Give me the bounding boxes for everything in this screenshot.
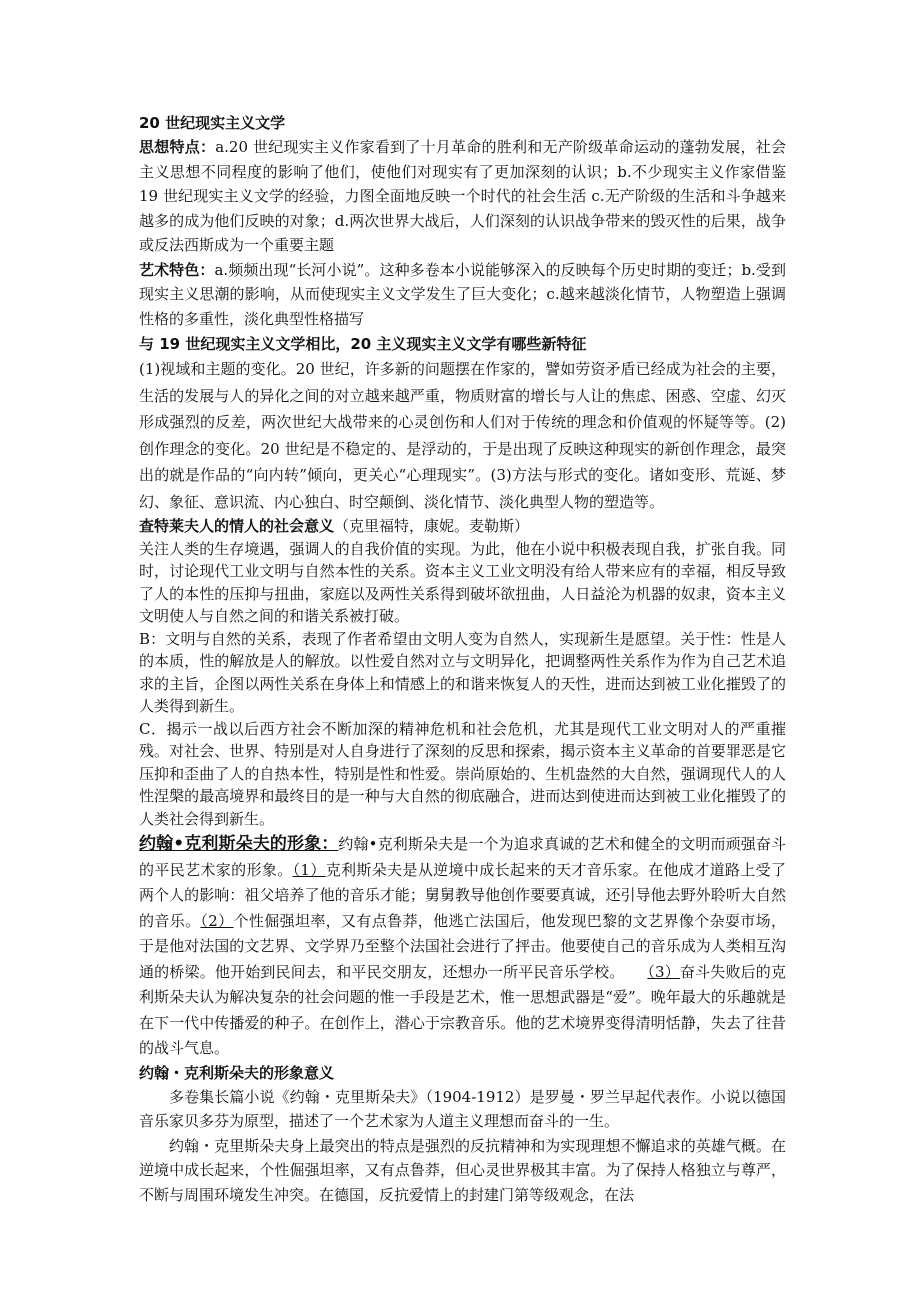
point-marker-3: （3） bbox=[647, 962, 680, 981]
point-marker-2: （2） bbox=[200, 911, 234, 930]
chatterley-paragraph-c: C．揭示一战以后西方社会不断加深的精神危机和社会危机，尤其是现代工业文明对人的严重摧残。对社会、世界、特别是对人自身进行了深刻的反思和探索，揭示资本主义革命的首要罪恶是它压抑和歪曲了人的自热本性，特别是性和性爱。崇尚原始的、生机盎然的大自然，强调现代人的人性涅槃的最高境界和最终目的是一种与大自然的彻底融合，进而达到使进而达到被工业化摧毁了的人类社会得到新生。 bbox=[139, 719, 786, 828]
chatterley-paragraph-b: B：文明与自然的关系，表现了作者希望由文明人变为自然人，实现新生是愿望。关于性：性是人的本质，性的解放是人的解放。以性爱自然对立与文明异化，把调整两性关系作为作为自己艺术追求的主旨，企图以两性关系在身体上和情感上的和谐来恢复人的天性，进而达到被工业化摧毁了的人类得到新生。 bbox=[139, 629, 786, 715]
chatterley-heading: 查特莱夫人的情人的社会意义 bbox=[139, 517, 335, 535]
significance-paragraph-2: 约翰・克里斯朵夫身上最突出的特点是强烈的反抗精神和为实现理想不懈追求的英雄气概。在逆境中成长起来，个性倔强坦率，又有点鲁莽，但心灵世界极其丰富。为了保持人格独立与尊严，不断与周围环境发生冲突。在德国，反抗爱情上的封建门第等级观念，在法 bbox=[139, 1136, 786, 1204]
christophe-image-section bbox=[139, 832, 786, 1062]
point-text-1: 克利斯朵夫是从逆境中成长起来的天才音乐家。在他成才道路上受了两个人的影响：祖父培养了他的音乐才能；舅舅教导他创作要要真诚，还引导他去野外聆听大自然的音乐。 bbox=[139, 860, 786, 930]
art-features-label: 艺术特色： bbox=[139, 260, 215, 279]
thought-features-label: 思想特点： bbox=[139, 138, 216, 156]
comparison-text: (1)视域和主题的变化。20 世纪，许多新的问题摆在作家的，譬如劳资矛盾已经成为社会的主要，生活的发展与人的异化之间的对立越来越严重，物质财富的增长与人让的焦虑、困惑、空虚、幻灭形成强烈的反差，两次世纪大战带来的心灵创伤和人们对于传统的理念和价值观的怀疑等等。(2)创作理念的变化。20 世纪是不稳定的、是浮动的，于是出现了反映这种现实的新创作理念，最突出的就是作品的“向内转”倾向，更关心“心理现实”。(3)方法与形式的变化。诸如变形、荒诞、梦幻、象征、意识流、内心独白、时空颠倒、淡化情节、淡化典型人物的塑造等。 bbox=[139, 360, 786, 511]
comparison-heading: 与 19 世纪现实主义文学相比，20 主义现实主义文学有哪些新特征 bbox=[139, 335, 587, 353]
christophe-intro: 约翰•克利斯朵夫是一个为追求真诚的艺术和健全的文明而顽强奋斗的平民艺术家的形象。 bbox=[139, 835, 786, 879]
chatterley-heading-note: （克里福特，康妮。麦勒斯） bbox=[334, 517, 530, 535]
christophe-significance-heading: 约翰・克利斯朵夫的形象意义 bbox=[139, 1063, 335, 1082]
section-art-features bbox=[139, 258, 786, 332]
thought-features-text: a.20 世纪现实主义作家看到了十月革命的胜利和无产阶级革命运动的蓬勃发展，社会主义思想不同程度的影响了他们，使他们对现实有了更加深刻的认识；b.不少现实主义作家借鉴 19 世纪现实主义文学的经验，力图全面地反映一个时代的社会生活 c.无产阶级的生活和斗争越来越多的成为他们反映的对象；d.两次世界大战后，人们深刻的认识战争带来的毁灭性的后果，战争或反法西斯成为一个重要主题 bbox=[139, 138, 786, 254]
point-marker-1: （1） bbox=[292, 860, 326, 879]
chatterley-paragraph-a: 关注人类的生存境遇，强调人的自我价值的实现。为此，他在小说中积极表现自我，扩张自我。同时，讨论现代工业文明与自然本性的关系。资本主义工业文明没有给人带来应有的幸福，相反导致了人的本性的压抑与扭曲，家庭以及两性关系得到破坏欲扭曲，人日益沦为机器的奴隶，资本主义文明使人与自然之间的和谐关系被打破。 bbox=[139, 539, 786, 625]
christophe-image-heading: 约翰•克利斯朵夫的形象： bbox=[139, 834, 339, 854]
chatterley-heading-line bbox=[139, 515, 786, 538]
point-text-3: 奋斗失败后的克利斯朵夫认为解决复杂的社会问题的惟一手段是艺术，惟一思想武器是“爱”。晚年最大的乐趣就是在下一代中传播爱的种子。在创作上，潜心于宗教音乐。他的艺术境界变得清明恬静，失去了往昔的战斗气息。 bbox=[139, 962, 786, 1057]
section-thought-features bbox=[139, 135, 786, 258]
art-features-text: a.频频出现“长河小说”。这种多卷本小说能够深入的反映每个历史时期的变迁；b.受到现实主义思潮的影响，从而使现实主义文学发生了巨大变化；c.越来越淡化情节，人物塑造上强调性格的多重性，淡化典型性格描写 bbox=[139, 260, 786, 328]
doc-title: 20 世纪现实主义文学 bbox=[139, 114, 286, 132]
document-body bbox=[139, 112, 786, 1207]
significance-paragraph-1: 多卷集长篇小说《约翰・克里斯朵夫》（1904-1912）是罗曼・罗兰早起代表作。小说以德国音乐家贝多芬为原型，描述了一个艺术家为人道主义理想而奋斗的一生。 bbox=[139, 1087, 786, 1131]
point-text-2: 个性倔强坦率，又有点鲁莽，他逃亡法国后，他发现巴黎的文艺界像个杂耍市场，于是他对法国的文艺界、文学界乃至整个法国社会进行了抨击。他要使自己的音乐成为人类相互沟通的桥梁。他开始到民间去，和平民交朋友，还想办一所平民音乐学校。 bbox=[139, 911, 786, 981]
